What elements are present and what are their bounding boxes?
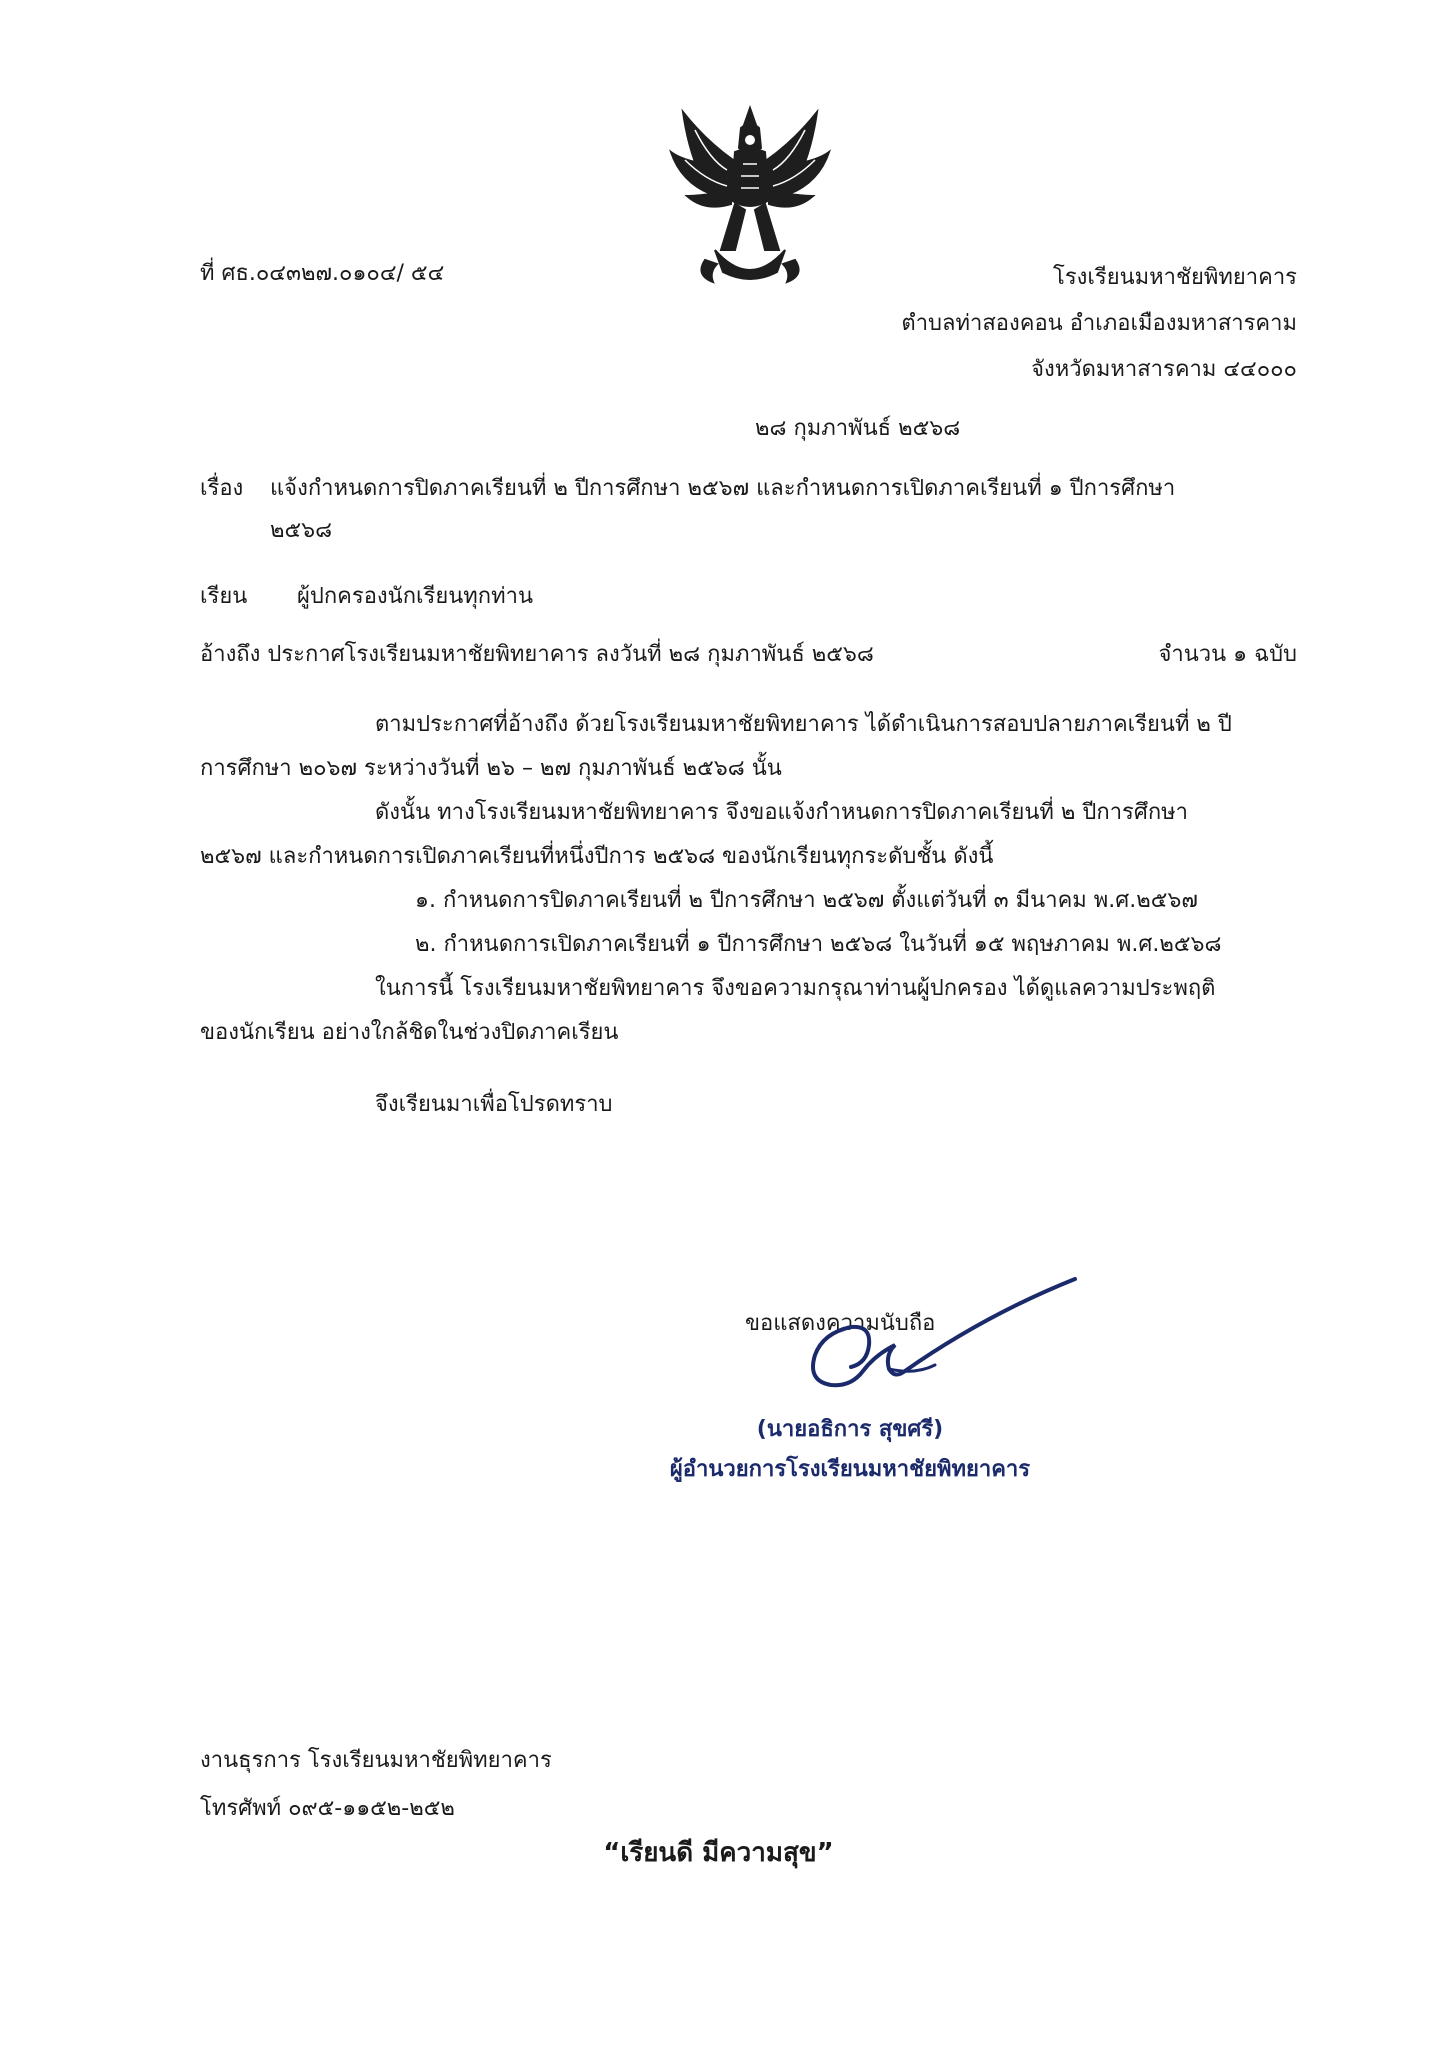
- school-address: [901, 255, 1297, 393]
- document-number: ที่ ศธ.๐๔๓๒๗.๐๑๐๔/ ๕๔: [200, 261, 445, 286]
- garuda-emblem-icon: [665, 100, 835, 285]
- closing-request: จึงเรียนมาเพื่อโปรดทราบ: [375, 1092, 613, 1117]
- letter-date: ๒๘ กุมภาพันธ์ ๒๕๖๘: [755, 416, 961, 441]
- recipient-value: ผู้ปกครองนักเรียนทุกท่าน: [297, 584, 534, 609]
- para3-line1: ในการนี้ โรงเรียนมหาชัยพิทยาคาร จึงขอความกรุณาท่านผู้ปกครอง ได้ดูแลความประพฤติ: [375, 976, 1216, 1001]
- school-name: โรงเรียนมหาชัยพิทยาคาร: [1053, 265, 1297, 290]
- attachment-count: จำนวน ๑ ฉบับ: [1158, 642, 1297, 667]
- recipient-label: เรียน: [200, 584, 248, 609]
- subject-line-2: ๒๕๖๘: [270, 518, 333, 543]
- list-item-1: ๑. กำหนดการปิดภาคเรียนที่ ๒ ปีการศึกษา ๒๕๖๗ ตั้งแต่วันที่ ๓ มีนาคม พ.ศ.๒๕๖๗: [415, 888, 1198, 913]
- school-motto: “เรียนดี มีความสุข”: [603, 1838, 834, 1868]
- para2-line2: ๒๕๖๗ และกำหนดการเปิดภาคเรียนที่หนึ่งปีการ ๒๕๖๘ ของนักเรียนทุกระดับชั้น ดังนี้: [200, 844, 994, 869]
- footer-department: งานธุรการ โรงเรียนมหาชัยพิทยาคาร: [200, 1748, 552, 1773]
- address-line-2: จังหวัดมหาสารคาม ๔๔๐๐๐: [1031, 357, 1297, 382]
- subject-label: เรื่อง: [200, 476, 244, 501]
- para3-line2: ของนักเรียน อย่างใกล้ชิดในช่วงปิดภาคเรียน: [200, 1020, 619, 1045]
- para1-line1: ตามประกาศที่อ้างถึง ด้วยโรงเรียนมหาชัยพิทยาคาร ได้ดำเนินการสอบปลายภาคเรียนที่ ๒ ปี: [375, 712, 1232, 737]
- signature-mark: [785, 1275, 1085, 1405]
- para2-line1: ดังนั้น ทางโรงเรียนมหาชัยพิทยาคาร จึงขอแจ้งกำหนดการปิดภาคเรียนที่ ๒ ปีการศึกษา: [375, 800, 1189, 825]
- subject-line-1: แจ้งกำหนดการปิดภาคเรียนที่ ๒ ปีการศึกษา ๒๕๖๗ และกำหนดการเปิดภาคเรียนที่ ๑ ปีการศึกษา: [270, 476, 1176, 501]
- closing-salutation: ขอแสดงความนับถือ: [745, 1311, 936, 1336]
- para1-line2: การศึกษา ๒๐๖๗ ระหว่างวันที่ ๒๖ – ๒๗ กุมภาพันธ์ ๒๕๖๘ นั้น: [200, 756, 782, 781]
- footer-phone: โทรศัพท์ ๐๙๕-๑๑๕๒-๒๕๒: [200, 1796, 455, 1821]
- address-line-1: ตำบลท่าสองคอน อำเภอเมืองมหาสารคาม: [901, 311, 1297, 336]
- signer-title: ผู้อำนวยการโรงเรียนมหาชัยพิทยาคาร: [669, 1457, 1031, 1482]
- signer-block: [640, 1410, 1060, 1490]
- reference-text: อ้างถึง ประกาศโรงเรียนมหาชัยพิทยาคาร ลงวันที่ ๒๘ กุมภาพันธ์ ๒๕๖๘: [200, 642, 874, 667]
- signer-name: (นายอธิการ สุขศรี): [756, 1417, 944, 1442]
- list-item-2: ๒. กำหนดการเปิดภาคเรียนที่ ๑ ปีการศึกษา ๒๕๖๘ ในวันที่ ๑๕ พฤษภาคม พ.ศ.๒๕๖๘: [415, 932, 1222, 957]
